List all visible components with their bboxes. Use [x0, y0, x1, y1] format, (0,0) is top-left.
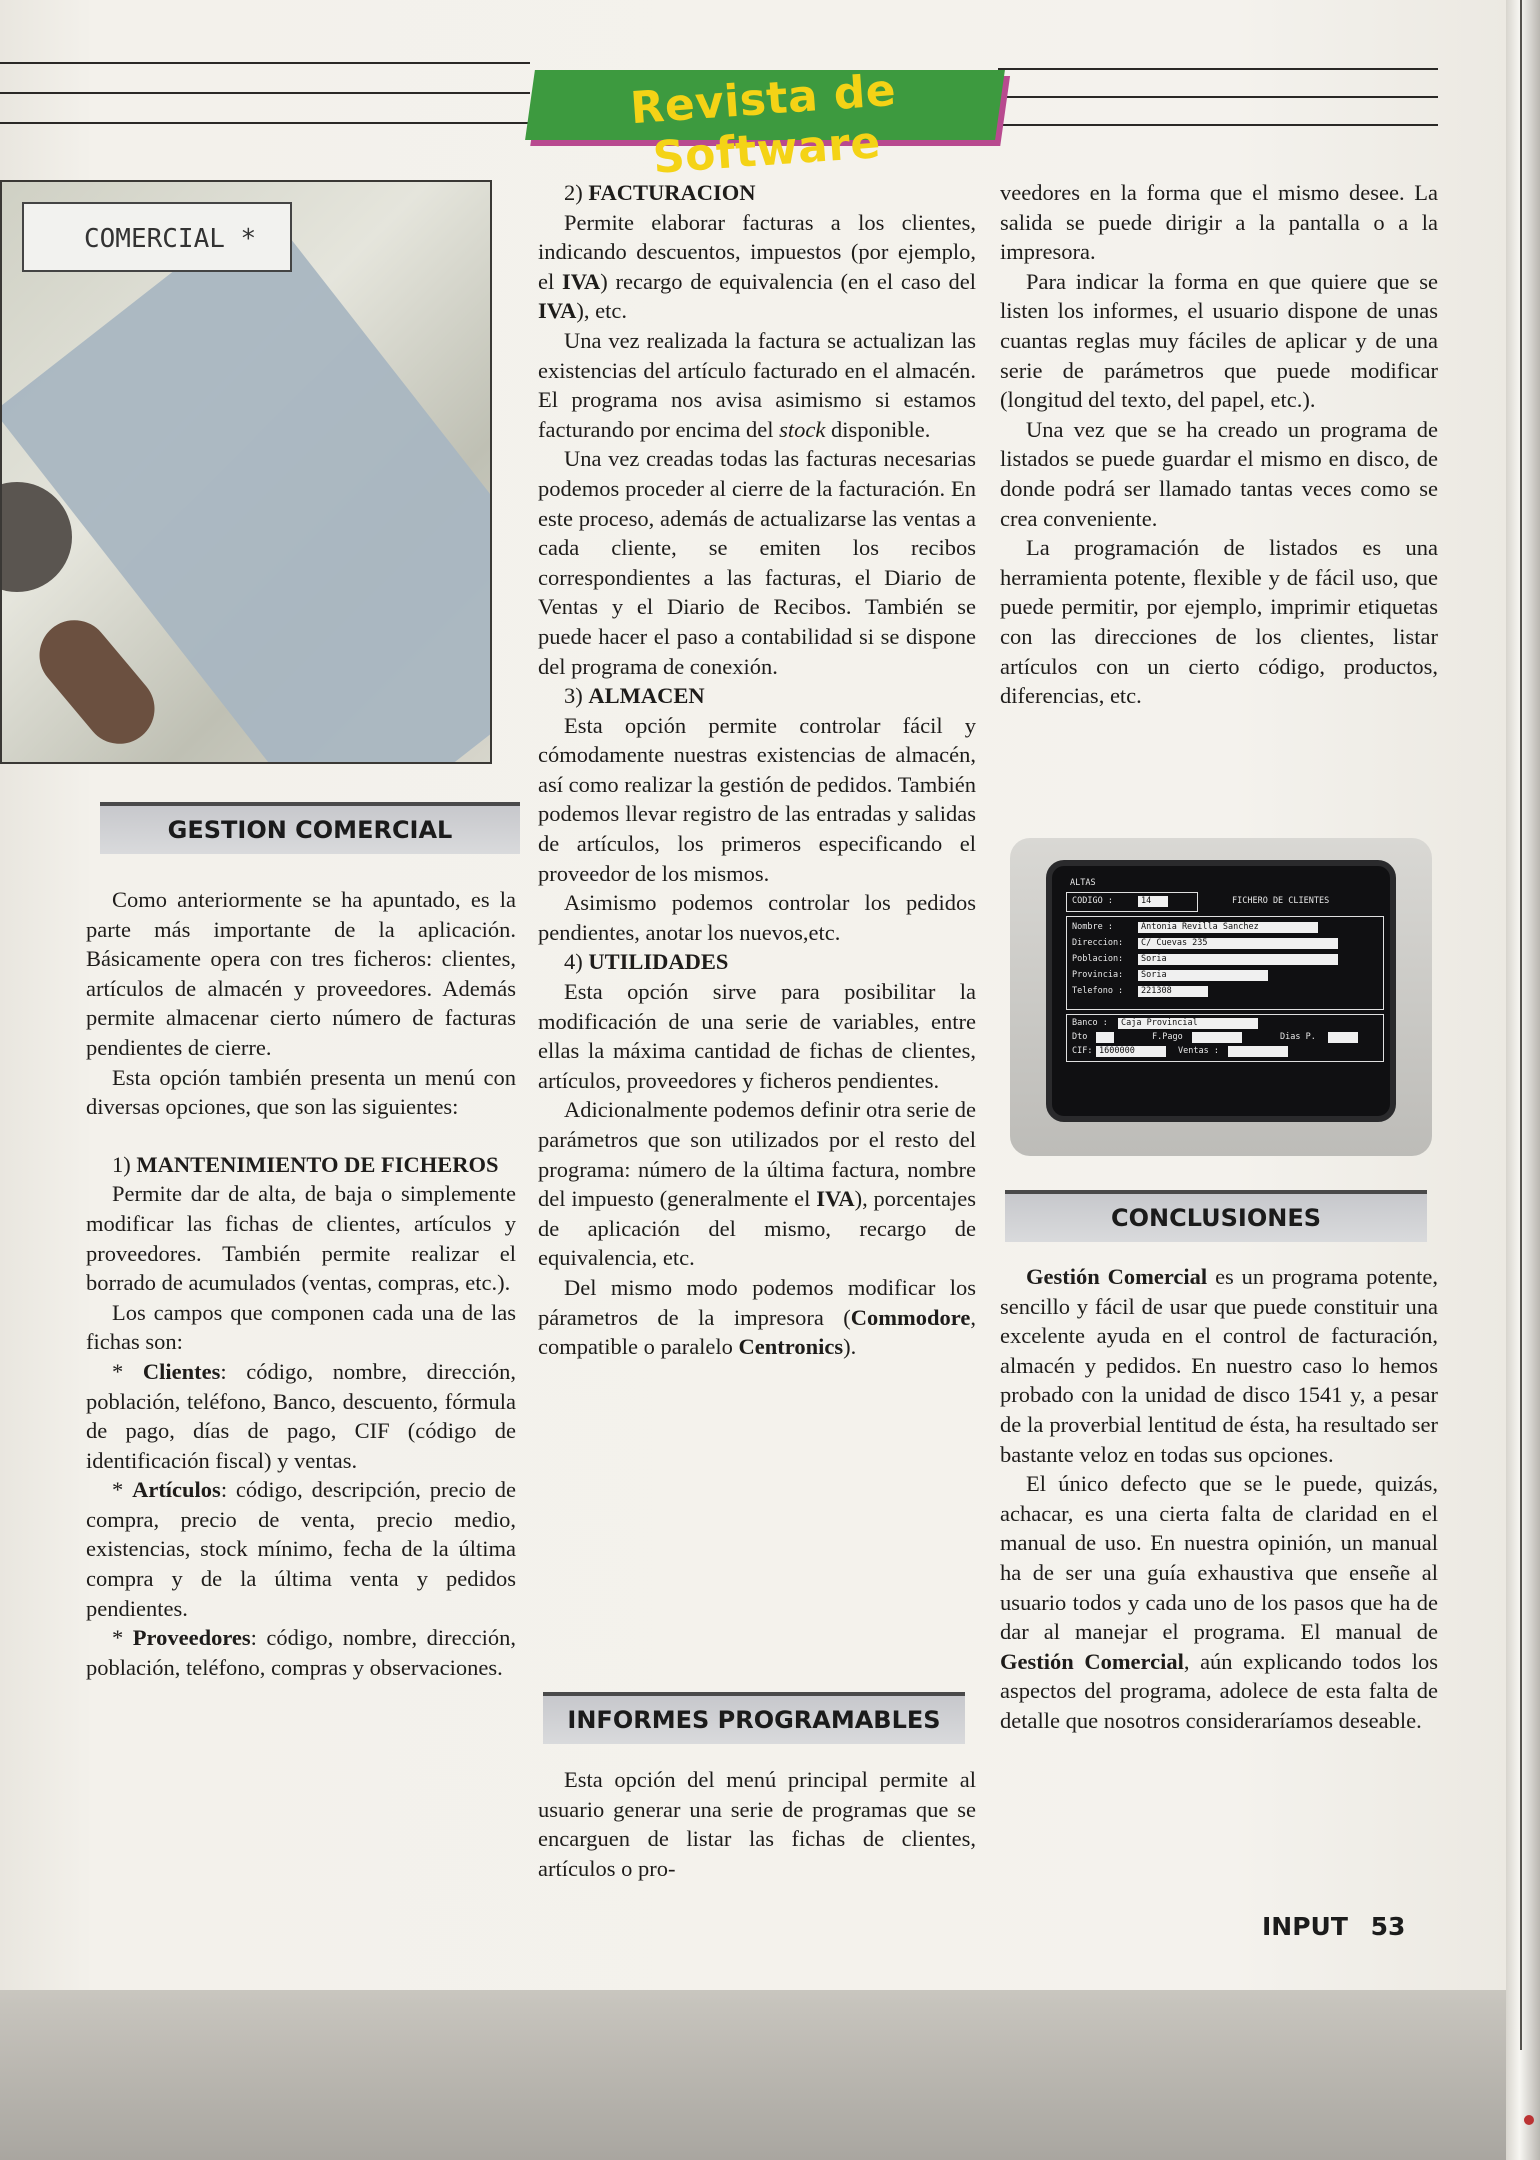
section-banner	[530, 40, 1000, 184]
subheading-almacen	[538, 681, 976, 711]
paragraph: veedores en la forma que el mismo desee. La salida se puede dirigir a la pantalla o a la impresora.	[1000, 180, 1438, 265]
monitor-screen	[1046, 860, 1396, 1122]
fpago-label: F.Pago	[1152, 1032, 1183, 1042]
field-value: Soria	[1138, 954, 1338, 965]
field-value: C/ Cuevas 235	[1138, 938, 1338, 949]
header-rule	[0, 122, 530, 124]
subheading-title: UTILIDADES	[588, 949, 729, 975]
paragraph: Como anteriormente se ha apuntado, es la parte más importante de la aplicación. Básicamente opera con tres ficheros: clientes, artículos de almacén y proveedores. Además permite almacenar cierto número de facturas pendientes de cierre.	[86, 887, 516, 1060]
page-footer	[1262, 1912, 1405, 1941]
banco-value: Caja Provincial	[1118, 1018, 1258, 1029]
subheading-utilidades	[538, 947, 976, 977]
paragraph: Asimismo podemos controlar los pedidos pendientes, anotar los nuevos,etc.	[538, 890, 976, 945]
paragraph: Esta opción del menú principal permite al usuario generar una serie de programas que se encarguen de listar las fichas de clientes, artículos o pro-	[538, 1767, 976, 1881]
field-value: 221308	[1138, 986, 1208, 997]
field-label: Nombre :	[1072, 922, 1113, 932]
page-bottom-shadow	[0, 1990, 1540, 2160]
subheading-number: 4)	[564, 949, 583, 975]
dto-value	[1096, 1032, 1114, 1043]
field-list-item: * Proveedores: código, nombre, dirección, población, teléfono, compras y observaciones.	[86, 1625, 516, 1680]
header-rule	[998, 68, 1438, 70]
field-list-text: : código, nombre, dirección, población, teléfono, Banco, descuento, fórmula de pago, días de pago, CIF (código de identificación fiscal) y ventas.	[86, 1358, 516, 1473]
field-list-label: Artículos	[132, 1477, 221, 1503]
paragraph: Permite dar de alta, de baja o simplemente modificar las fichas de clientes, artículos y proveedores. También permite realizar el borrado de acumulados (ventas, compras, etc.).	[86, 1181, 516, 1296]
paragraph: Esta opción también presenta un menú con diversas opciones, que son las siguientes:	[86, 1064, 516, 1120]
subheading-number: 2)	[564, 180, 583, 205]
field-label: Poblacion:	[1072, 954, 1124, 964]
page-number: 53	[1370, 1912, 1406, 1941]
paragraph: Permite elaborar facturas a los clientes, indicando descuentos, impuestos (por ejemplo, el IVA) recargo de equivalencia (en el caso del IVA), etc.	[538, 209, 976, 324]
field-label: Telefono :	[1072, 986, 1124, 996]
dias-label: Dias P.	[1280, 1032, 1316, 1042]
subheading-number: 1)	[112, 1151, 131, 1177]
subheading-title: MANTENIMIENTO DE FICHEROS	[136, 1151, 499, 1177]
subheading-facturacion	[538, 178, 976, 208]
fpago-value	[1192, 1032, 1242, 1043]
field-list-text: : código, descripción, precio de compra, precio de venta, precio medio, existencias, stock mínimo, fecha de la última compra y de la última venta y pedidos pendientes.	[86, 1477, 517, 1621]
paragraph: Una vez que se ha creado un programa de listados se puede guardar el mismo en disco, de donde podrá ser llamado tantas veces como se crea conveniente.	[1000, 416, 1438, 531]
subheading-number: 3)	[564, 683, 583, 709]
heading-informes-programables: INFORMES PROGRAMABLES	[543, 1692, 965, 1744]
subheading-title: FACTURACION	[588, 180, 756, 205]
ventas-value	[1228, 1046, 1288, 1057]
corner-mark	[1524, 2115, 1534, 2125]
screen-mode: ALTAS	[1070, 878, 1096, 888]
subheading-mantenimiento	[86, 1150, 516, 1180]
disk-label: COMERCIAL *	[22, 202, 292, 272]
subheading-title: ALMACEN	[588, 683, 705, 709]
magazine-name: INPUT	[1262, 1912, 1348, 1941]
field-label: Direccion:	[1072, 938, 1124, 948]
paragraph: Una vez creadas todas las facturas necesarias podemos proceder al cierre de la facturación. En este proceso, además de actualizarse las ventas a cada cliente, se emiten los recibos correspondientes a las facturas, el Diario de Ventas y el Diario de Recibos. También se puede hacer el paso a contabilidad si se dispone del programa de conexión.	[538, 446, 976, 679]
column-2	[538, 178, 976, 1362]
column-3-bottom	[1000, 1262, 1438, 1736]
column-3	[1000, 178, 1438, 711]
field-list-label: Clientes	[142, 1358, 221, 1384]
paragraph: Del mismo modo podemos modificar los párametros de la impresora (Commodore, compatible o paralelo Centronics).	[538, 1274, 976, 1360]
paragraph: Esta opción sirve para posibilitar la modificación de una serie de variables, entre ellas la máxima cantidad de fichas de clientes, artículos, proveedores y ficheros pendientes.	[538, 979, 976, 1093]
binding-line	[1520, 0, 1522, 2050]
paragraph: Gestión Comercial es un programa potente, sencillo y fácil de usar que puede constituir una excelente ayuda en el control de facturación, almacén y pedidos. En nuestro caso lo hemos probado con la unidad de disco 1541 y, a pesar de la proverbial lentitud de ésta, ha resultado ser bastante veloz en todas sus opciones.	[1000, 1264, 1438, 1467]
cif-value: 1600000	[1096, 1046, 1166, 1057]
field-list-item: * Artículos: código, descripción, precio de compra, precio de venta, precio medio, existencias, stock mínimo, fecha de la última compra y de la última venta y pedidos pendientes.	[86, 1477, 517, 1621]
field-list-text: : código, nombre, dirección, población, teléfono, compras y observaciones.	[86, 1625, 516, 1680]
codigo-value: 14	[1138, 896, 1168, 907]
field-value: Soria	[1138, 970, 1268, 981]
paragraph: Para indicar la forma en que quiere que se listen los informes, el usuario dispone de unas cuantas reglas muy fáciles de aplicar y de una serie de parámetros que puede modificar (longitud del texto, del papel, etc.).	[1000, 268, 1438, 413]
dias-value	[1328, 1032, 1358, 1043]
paragraph: Esta opción permite controlar fácil y cómodamente nuestras existencias de almacén, así como realizar la gestión de pedidos. También podemos llevar registro de las entradas y salidas de artículos, los primeros especificando el proveedor de los mismos.	[538, 712, 976, 886]
header-rule	[0, 92, 530, 94]
paragraph: La programación de listados es una herramienta potente, flexible y de fácil uso, que puede permitir, por ejemplo, imprimir etiquetas con las direcciones de los clientes, listar artículos con un cierto código, productos, diferencias, etc.	[1000, 535, 1438, 709]
heading-conclusiones: CONCLUSIONES	[1005, 1190, 1427, 1242]
field-list-item: * Clientes: código, nombre, dirección, población, teléfono, Banco, descuento, fórmula de pago, días de pago, CIF (código de identificación fiscal) y ventas.	[86, 1358, 516, 1473]
paragraph: El único defecto que se le puede, quizás, achacar, es una cierta falta de claridad en el manual de uso. En nuestra opinión, un manual ha de ser una guía exhaustiva que enseñe al usuario todos y cada uno de los pasos que ha de dar al manejar el programa. El manual de Gestión Comercial, aún explicando todos los aspectos del programa, adolece de esta falta de detalle que nosotros consideraríamos deseable.	[1000, 1471, 1438, 1733]
codigo-label: CODIGO :	[1072, 896, 1113, 906]
header-rule	[0, 62, 530, 64]
banco-label: Banco :	[1072, 1018, 1108, 1028]
heading-gestion-comercial: GESTION COMERCIAL	[100, 802, 520, 854]
ventas-label: Ventas :	[1178, 1046, 1219, 1056]
header-rule	[998, 96, 1438, 98]
binding-edge	[1506, 0, 1540, 2160]
column-1	[86, 885, 516, 1682]
monitor-screenshot	[1010, 838, 1432, 1156]
paragraph: Una vez realizada la factura se actualizan las existencias del artículo facturado en el almacén. El programa nos avisa asimismo si estamos facturando por encima del stock disponible.	[538, 327, 976, 442]
floppy-disk-photo	[0, 180, 492, 764]
field-value: Antonia Revilla Sanchez	[1138, 922, 1318, 933]
paragraph: Adicionalmente podemos definir otra serie de parámetros que son utilizados por el resto del programa: número de la última factura, nombre del impuesto (generalmente el IVA), porcentajes de aplicación del mismo, recargo de equivalencia, etc.	[538, 1097, 976, 1271]
section-title: Revista de Software	[628, 64, 898, 184]
field-list-label: Proveedores	[132, 1625, 251, 1651]
paragraph: Los campos que componen cada una de las fichas son:	[86, 1299, 516, 1355]
disk-slot	[25, 606, 169, 758]
header-rule	[998, 124, 1438, 126]
field-label: Provincia:	[1072, 970, 1124, 980]
dto-label: Dto	[1072, 1032, 1088, 1042]
cif-label: CIF:	[1072, 1046, 1093, 1056]
screen-title: FICHERO DE CLIENTES	[1232, 896, 1330, 906]
column-2-bottom	[538, 1765, 976, 1883]
